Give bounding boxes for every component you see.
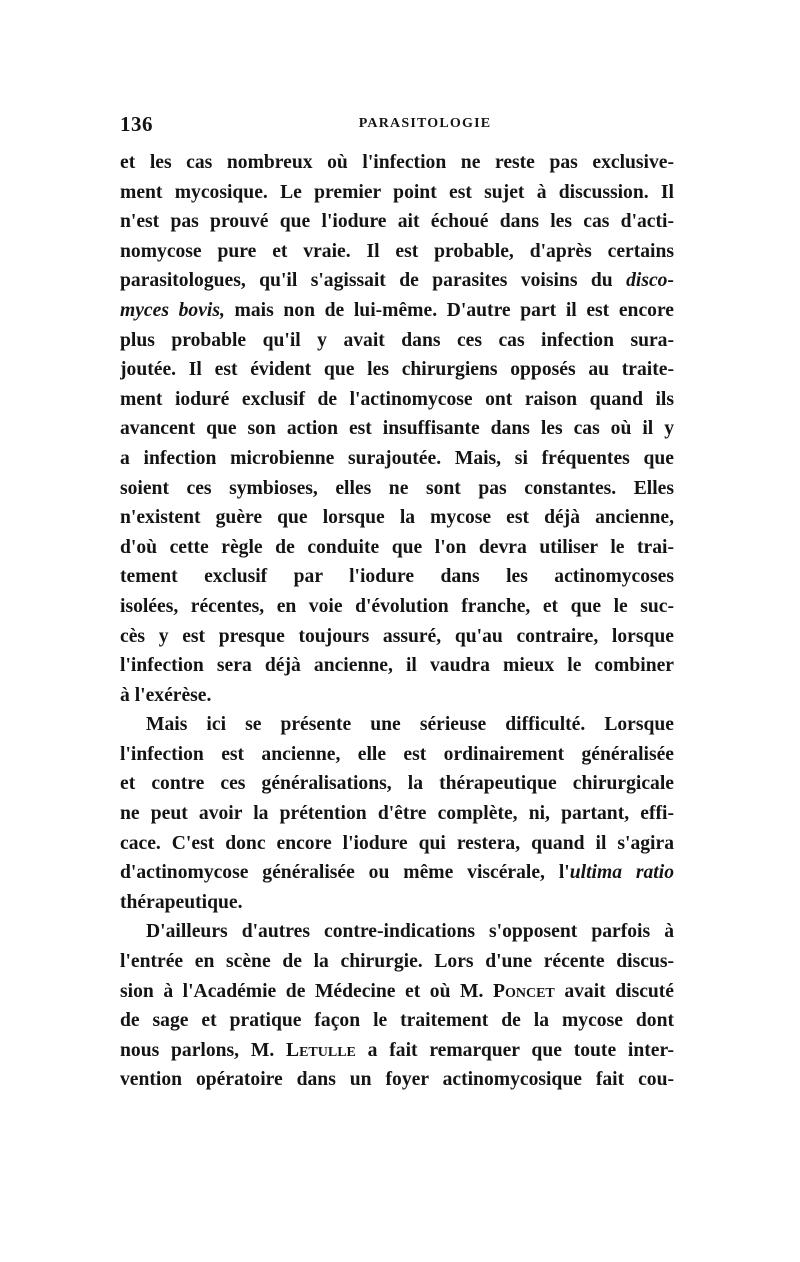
text-line: cace. C'est donc encore l'iodure qui restera, quand il s'agira	[120, 832, 674, 854]
text-line: n'est pas prouvé que l'iodure ait échoué dans les cas d'acti-	[120, 211, 674, 233]
text-line: thérapeutique.	[120, 891, 243, 913]
italic-term: disco-	[626, 270, 674, 292]
paragraph-2	[120, 710, 674, 917]
text-line: ne peut avoir la prétention d'être complète, ni, partant, effi-	[120, 803, 674, 825]
text-line: soient ces symbioses, elles ne sont pas constantes. Elles	[120, 477, 674, 499]
text-line	[120, 858, 674, 888]
text-line: l'infection est ancienne, elle est ordinairement généralisée	[120, 743, 674, 765]
text-fragment: mais non de lui-même. D'autre part il est encore	[234, 299, 674, 321]
text-line: vention opératoire dans un foyer actinomycosique fait cou-	[120, 1069, 674, 1091]
text-fragment: d'actinomycose généralisée ou même viscérale, l'	[120, 862, 570, 884]
text-line: nomycose pure et vraie. Il est probable, d'après certains	[120, 240, 674, 262]
text-fragment: avait discuté	[564, 980, 674, 1002]
text-line: à l'exérèse.	[120, 684, 212, 706]
text-line: cès y est presque toujours assuré, qu'au contraire, lorsque	[120, 625, 674, 647]
body-text	[120, 148, 674, 1095]
text-line: D'ailleurs d'autres contre-indications s'opposent parfois à	[146, 921, 674, 943]
text-fragment: parasitologues, qu'il s'agissait de parasites voisins du	[120, 270, 613, 292]
text-line	[120, 296, 674, 326]
book-page	[120, 112, 674, 1095]
author-name: Letulle	[286, 1039, 356, 1061]
text-line: ment mycosique. Le premier point est sujet à discussion. Il	[120, 181, 674, 203]
running-head	[120, 112, 674, 144]
author-name: Poncet	[492, 980, 555, 1002]
italic-term: ultima ratio	[569, 862, 674, 884]
text-fragment: nous parlons, M.	[120, 1039, 275, 1061]
text-line: Mais ici se présente une sérieuse difficulté. Lorsque	[146, 714, 674, 736]
text-line	[120, 977, 674, 1007]
paragraph-3	[120, 917, 674, 1095]
text-line: ment ioduré exclusif de l'actinomycose ont raison quand ils	[120, 388, 674, 410]
text-fragment: a fait remarquer que toute inter-	[367, 1039, 674, 1061]
text-line: n'existent guère que lorsque la mycose est déjà ancienne,	[120, 507, 674, 529]
text-line: et contre ces généralisations, la thérapeutique chirurgicale	[120, 773, 674, 795]
text-line: joutée. Il est évident que les chirurgiens opposés au traite-	[120, 359, 674, 381]
paragraph-1	[120, 148, 674, 710]
text-line: plus probable qu'il y avait dans ces cas infection sura-	[120, 329, 674, 351]
text-line: l'entrée en scène de la chirurgie. Lors d'une récente discus-	[120, 951, 674, 973]
text-line: isolées, récentes, en voie d'évolution franche, et que le suc-	[120, 595, 674, 617]
text-line: l'infection sera déjà ancienne, il vaudra mieux le combiner	[120, 655, 674, 677]
text-line: et les cas nombreux où l'infection ne reste pas exclusive-	[120, 152, 674, 173]
text-line: de sage et pratique façon le traitement de la mycose dont	[120, 1010, 674, 1032]
text-line: d'où cette règle de conduite que l'on devra utiliser le trai-	[120, 536, 674, 558]
text-line: a infection microbienne surajoutée. Mais, si fréquentes que	[120, 447, 674, 469]
running-title: PARASITOLOGIE	[358, 116, 492, 131]
italic-term: myces bovis,	[120, 299, 225, 321]
text-fragment: sion à l'Académie de Médecine et où M.	[120, 980, 484, 1002]
text-line	[120, 266, 674, 296]
text-line: avancent que son action est insuffisante dans les cas où il y	[120, 418, 674, 440]
text-line: tement exclusif par l'iodure dans les actinomycoses	[120, 566, 674, 588]
page-number: 136	[120, 112, 153, 136]
text-line	[120, 1036, 674, 1066]
